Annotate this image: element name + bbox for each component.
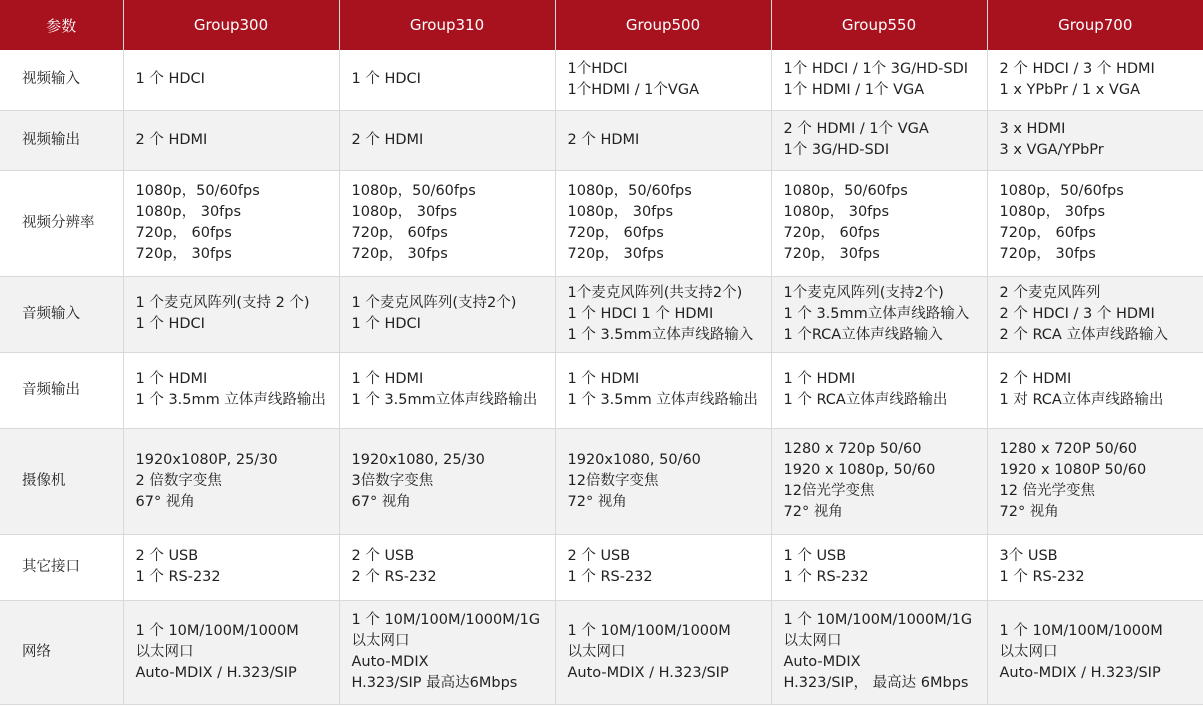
table-cell: 2 个 HDMI (555, 110, 771, 170)
table-cell: 1 个 10M/100M/1000M 以太网口 Auto-MDIX / H.323/SIP (123, 600, 339, 704)
table-row (0, 600, 1203, 704)
table-cell: 1 个 10M/100M/1000M/1G 以太网口 Auto-MDIX H.323/SIP 最高达6Mbps (339, 600, 555, 704)
table-cell: 2 个 HDMI (123, 110, 339, 170)
table-cell: 2 个 HDMI / 1个 VGA 1个 3G/HD-SDI (771, 110, 987, 170)
table-cell: 1080p，50/60fps 1080p， 30fps 720p， 60fps 720p， 30fps (555, 170, 771, 276)
row-label: 网络 (0, 600, 123, 704)
row-label: 视频分辨率 (0, 170, 123, 276)
table-cell: 1个 HDCI / 1个 3G/HD-SDI 1个 HDMI / 1个 VGA (771, 50, 987, 110)
table-cell: 1 个 USB 1 个 RS-232 (771, 534, 987, 600)
table-header-row (0, 0, 1203, 50)
table-cell: 1个HDCI 1个HDMI / 1个VGA (555, 50, 771, 110)
header-group500: Group500 (555, 0, 771, 50)
table-cell: 1 个 HDMI 1 个 RCA立体声线路输出 (771, 352, 987, 428)
row-label: 视频输出 (0, 110, 123, 170)
table-cell: 1 个 10M/100M/1000M/1G 以太网口 Auto-MDIX H.323/SIP， 最高达 6Mbps (771, 600, 987, 704)
table-cell: 1080p，50/60fps 1080p， 30fps 720p， 60fps 720p， 30fps (123, 170, 339, 276)
table-cell: 1个麦克风阵列(支持2个) 1 个 3.5mm立体声线路输入 1 个RCA立体声线路输入 (771, 276, 987, 352)
table-row (0, 428, 1203, 534)
table-cell: 2 个麦克风阵列 2 个 HDCI / 3 个 HDMI 2 个 RCA 立体声线路输入 (987, 276, 1203, 352)
table-row (0, 276, 1203, 352)
row-label: 摄像机 (0, 428, 123, 534)
table-cell: 2 个 HDMI 1 对 RCA立体声线路输出 (987, 352, 1203, 428)
table-cell: 1080p，50/60fps 1080p， 30fps 720p， 60fps 720p， 30fps (987, 170, 1203, 276)
table-cell: 2 个 USB 2 个 RS-232 (339, 534, 555, 600)
row-label: 其它接口 (0, 534, 123, 600)
table-cell: 2 个 USB 1 个 RS-232 (123, 534, 339, 600)
table-cell: 1 个麦克风阵列(支持 2 个) 1 个 HDCI (123, 276, 339, 352)
table-cell: 1280 x 720P 50/60 1920 x 1080P 50/60 12 倍光学变焦 72° 视角 (987, 428, 1203, 534)
table-cell: 1 个 HDMI 1 个 3.5mm 立体声线路输出 (555, 352, 771, 428)
table-cell: 2 个 USB 1 个 RS-232 (555, 534, 771, 600)
table-cell: 1080p，50/60fps 1080p， 30fps 720p， 60fps 720p， 30fps (339, 170, 555, 276)
table-cell: 1080p，50/60fps 1080p， 30fps 720p， 60fps 720p， 30fps (771, 170, 987, 276)
header-param: 参数 (0, 0, 123, 50)
table-cell: 1 个 HDMI 1 个 3.5mm 立体声线路输出 (123, 352, 339, 428)
table-cell: 1920x1080P, 25/30 2 倍数字变焦 67° 视角 (123, 428, 339, 534)
header-group310: Group310 (339, 0, 555, 50)
table-cell: 1 个 10M/100M/1000M 以太网口 Auto-MDIX / H.323/SIP (555, 600, 771, 704)
table-cell: 1920x1080, 50/60 12倍数字变焦 72° 视角 (555, 428, 771, 534)
row-label: 视频输入 (0, 50, 123, 110)
table-cell: 3个 USB 1 个 RS-232 (987, 534, 1203, 600)
table-cell: 1个麦克风阵列(共支持2个) 1 个 HDCI 1 个 HDMI 1 个 3.5mm立体声线路输入 (555, 276, 771, 352)
table-cell: 2 个 HDCI / 3 个 HDMI 1 x YPbPr / 1 x VGA (987, 50, 1203, 110)
table-row (0, 534, 1203, 600)
row-label: 音频输入 (0, 276, 123, 352)
table-row (0, 110, 1203, 170)
row-label: 音频输出 (0, 352, 123, 428)
header-group300: Group300 (123, 0, 339, 50)
header-group700: Group700 (987, 0, 1203, 50)
table-cell: 1280 x 720p 50/60 1920 x 1080p, 50/60 12倍光学变焦 72° 视角 (771, 428, 987, 534)
table-cell: 1 个 10M/100M/1000M 以太网口 Auto-MDIX / H.323/SIP (987, 600, 1203, 704)
table-cell: 1 个麦克风阵列(支持2个) 1 个 HDCI (339, 276, 555, 352)
table-cell: 1 个 HDCI (339, 50, 555, 110)
header-group550: Group550 (771, 0, 987, 50)
table-row (0, 352, 1203, 428)
table-cell: 1920x1080, 25/30 3倍数字变焦 67° 视角 (339, 428, 555, 534)
table-cell: 2 个 HDMI (339, 110, 555, 170)
table-row (0, 50, 1203, 110)
table-cell: 1 个 HDMI 1 个 3.5mm立体声线路输出 (339, 352, 555, 428)
table-cell: 3 x HDMI 3 x VGA/YPbPr (987, 110, 1203, 170)
table-row (0, 170, 1203, 276)
table-cell: 1 个 HDCI (123, 50, 339, 110)
